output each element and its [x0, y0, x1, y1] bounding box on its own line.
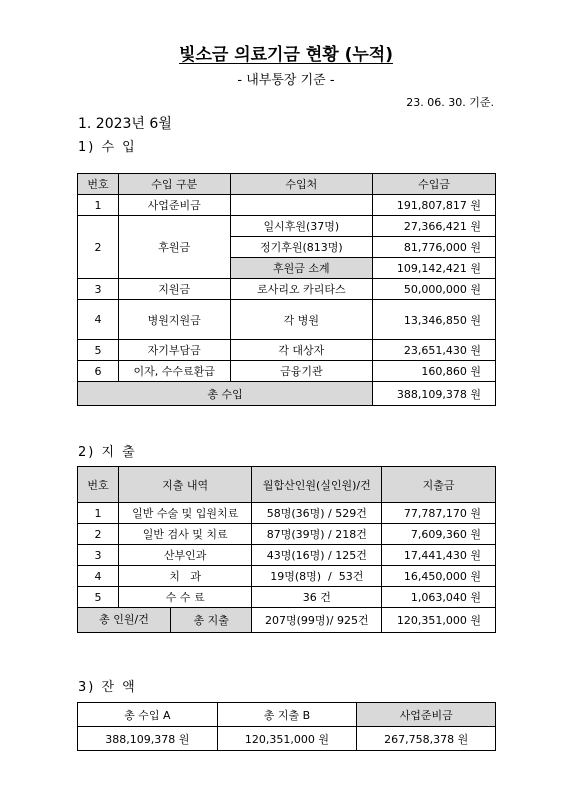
row-number: 4 — [78, 300, 119, 340]
header-cell: 수입금 — [373, 174, 496, 195]
subtotal-amount: 109,142,421 원 — [373, 258, 496, 279]
expense-item: 산부인과 — [118, 545, 252, 566]
table-header-row — [78, 703, 496, 727]
row-number: 1 — [78, 503, 119, 524]
total-expense-label: 총 지출 — [193, 614, 229, 627]
income-amount: 50,000,000 원 — [373, 279, 496, 300]
income-source: 각 병원 — [230, 300, 373, 340]
reserve-value: 267,758,378 원 — [357, 727, 496, 751]
reserve-header: 사업준비금 — [357, 703, 496, 727]
row-number: 3 — [78, 545, 119, 566]
expense-amount: 1,063,040 원 — [382, 587, 496, 608]
income-category: 병원지원금 — [118, 300, 230, 340]
header-cell: 지출 내역 — [118, 467, 252, 503]
income-amount: 81,776,000 원 — [373, 237, 496, 258]
income-table — [77, 173, 496, 406]
expense-count: 58명(36명) / 529건 — [252, 503, 382, 524]
expense-amount: 7,609,360 원 — [382, 524, 496, 545]
basis-date: 23. 06. 30. 기준. — [406, 96, 494, 109]
expense-heading: 2) 지 출 — [78, 445, 137, 460]
total-income-a-value: 388,109,378 원 — [78, 727, 218, 751]
expense-count: 19명(8명) / 53건 — [252, 566, 382, 587]
section-heading: 1. 2023년 6월 — [78, 116, 172, 132]
row-number: 5 — [78, 340, 119, 361]
row-number: 5 — [78, 587, 119, 608]
expense-table — [77, 466, 496, 633]
total-people-cell — [78, 608, 252, 633]
income-amount: 191,807,817 원 — [373, 195, 496, 216]
income-heading: 1) 수 입 — [78, 140, 137, 155]
income-category: 사업준비금 — [118, 195, 230, 216]
total-expense-b-value: 120,351,000 원 — [217, 727, 357, 751]
row-number: 4 — [78, 566, 119, 587]
expense-count: 36 건 — [252, 587, 382, 608]
expense-item: 일반 검사 및 치료 — [118, 524, 252, 545]
total-income-a-header: 총 수입 A — [78, 703, 218, 727]
expense-item: 수 수 료 — [118, 587, 252, 608]
income-category: 지원금 — [118, 279, 230, 300]
expense-amount: 16,450,000 원 — [382, 566, 496, 587]
table-row — [78, 216, 496, 237]
expense-amount: 17,441,430 원 — [382, 545, 496, 566]
income-source: 정기후원(813명) — [230, 237, 373, 258]
table-header-row — [78, 174, 496, 195]
table-row — [78, 587, 496, 608]
document-subtitle: - 내부통장 기준 - — [237, 73, 335, 88]
total-row — [78, 608, 496, 633]
header-cell: 번호 — [78, 467, 119, 503]
expense-item: 일반 수술 및 입원치료 — [118, 503, 252, 524]
row-number: 3 — [78, 279, 119, 300]
income-source: 금융기관 — [230, 361, 373, 382]
table-row — [78, 361, 496, 382]
income-amount: 23,651,430 원 — [373, 340, 496, 361]
total-income-amount: 388,109,378 원 — [373, 382, 496, 406]
expense-count: 43명(16명) / 125건 — [252, 545, 382, 566]
income-category: 자기부담금 — [118, 340, 230, 361]
balance-heading: 3) 잔 액 — [78, 680, 137, 695]
table-row — [78, 503, 496, 524]
expense-amount: 77,787,170 원 — [382, 503, 496, 524]
income-category: 후원금 — [118, 216, 230, 279]
income-source: 각 대상자 — [230, 340, 373, 361]
header-cell: 월합산인원(실인원)/건 — [252, 467, 382, 503]
total-income-label: 총 수입 — [78, 382, 373, 406]
row-number: 2 — [78, 524, 119, 545]
subtotal-label: 후원금 소계 — [230, 258, 373, 279]
income-amount: 13,346,850 원 — [373, 300, 496, 340]
row-number: 1 — [78, 195, 119, 216]
table-row — [78, 727, 496, 751]
total-split — [78, 608, 251, 632]
table-row — [78, 300, 496, 340]
row-number: 6 — [78, 361, 119, 382]
table-row — [78, 340, 496, 361]
total-expense-b-header: 총 지출 B — [217, 703, 357, 727]
income-source: 일시후원(37명) — [230, 216, 373, 237]
table-row — [78, 524, 496, 545]
income-category: 이자, 수수료환급 — [118, 361, 230, 382]
table-row — [78, 195, 496, 216]
table-row — [78, 545, 496, 566]
table-row — [78, 566, 496, 587]
document-title: 빛소금 의료기금 현황 (누적) — [179, 45, 393, 65]
total-count: 207명(99명)/ 925건 — [252, 608, 382, 633]
header-cell: 지출금 — [382, 467, 496, 503]
income-source — [230, 195, 373, 216]
table-row — [78, 279, 496, 300]
income-source: 로사리오 카리타스 — [230, 279, 373, 300]
income-amount: 160,860 원 — [373, 361, 496, 382]
header-cell: 수입처 — [230, 174, 373, 195]
total-row — [78, 382, 496, 406]
income-amount: 27,366,421 원 — [373, 216, 496, 237]
expense-count: 87명(39명) / 218건 — [252, 524, 382, 545]
expense-item: 치 과 — [118, 566, 252, 587]
table-header-row — [78, 467, 496, 503]
total-expense-amount: 120,351,000 원 — [382, 608, 496, 633]
header-cell: 수입 구분 — [118, 174, 230, 195]
header-cell: 번호 — [78, 174, 119, 195]
total-people-label: 총 인원/건 — [78, 608, 171, 632]
balance-table — [77, 702, 496, 751]
row-number: 2 — [78, 216, 119, 279]
